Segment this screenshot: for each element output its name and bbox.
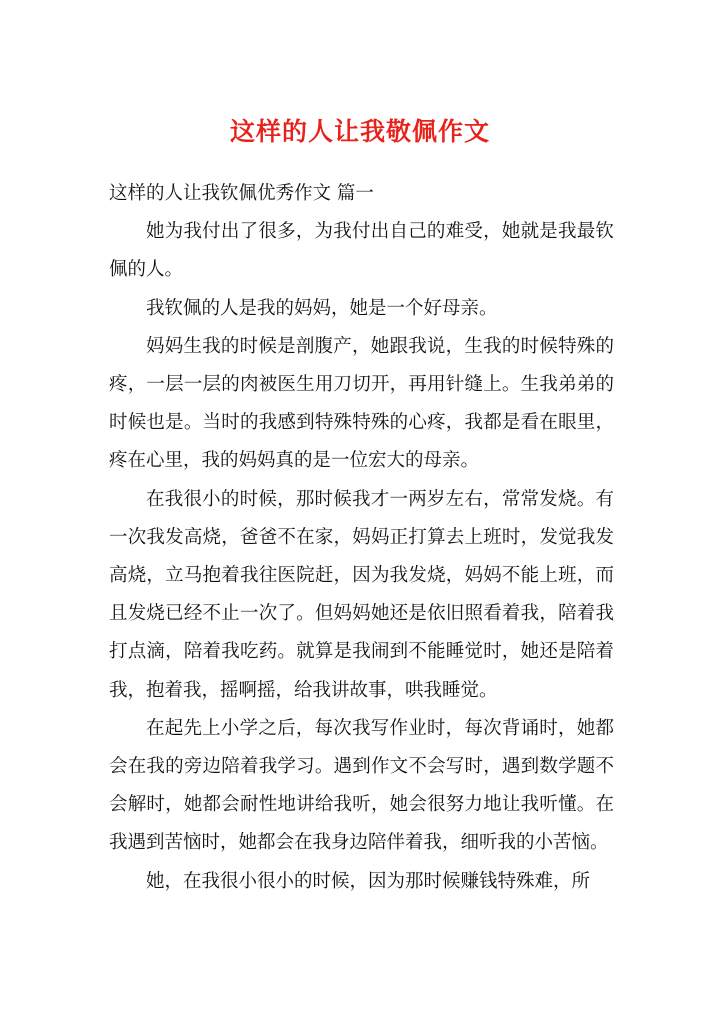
article-subtitle: 这样的人让我钦佩优秀作文 篇一 xyxy=(109,183,374,204)
paragraph: 她为我付出了很多，为我付出自己的难受，她就是我最钦佩的人。 xyxy=(109,221,614,281)
paragraph: 她，在我很小很小的时候，因为那时候赚钱特殊难，所 xyxy=(146,870,591,892)
paragraph: 我钦佩的人是我的妈妈，她是一个好母亲。 xyxy=(146,297,498,319)
paragraph: 在起先上小学之后，每次我写作业时，每次背诵时，她都会在我的旁边陪着我学习。遇到作文不会写时，遇到数学题不会解时，她都会耐性地讲给我听，她会很努力地让我听懂。在我遇到苦恼时，她都会在我身边陪伴着我，细听我的小苦恼。 xyxy=(109,717,614,854)
paragraph: 在我很小的时候，那时候我才一两岁左右，常常发烧。有一次我发高烧，爸爸不在家，妈妈正打算去上班时，发觉我发高烧，立马抱着我往医院赶，因为我发烧，妈妈不能上班，而且发烧已经不止一次了。但妈妈她还是依旧照看着我，陪着我打点滴，陪着我吃药。就算是我闹到不能睡觉时，她还是陪着我，抱着我，摇啊摇，给我讲故事，哄我睡觉。 xyxy=(109,488,614,701)
paragraph: 妈妈生我的时候是剖腹产，她跟我说，生我的时候特殊的疼，一层一层的肉被医生用刀切开，再用针缝上。生我弟弟的时候也是。当时的我感到特殊特殊的心疼，我都是看在眼里，疼在心里，我的妈妈真的是一位宏大的母亲。 xyxy=(109,335,614,472)
document-body xyxy=(109,175,614,901)
document-title: 这样的人让我敬佩作文 xyxy=(229,117,490,146)
